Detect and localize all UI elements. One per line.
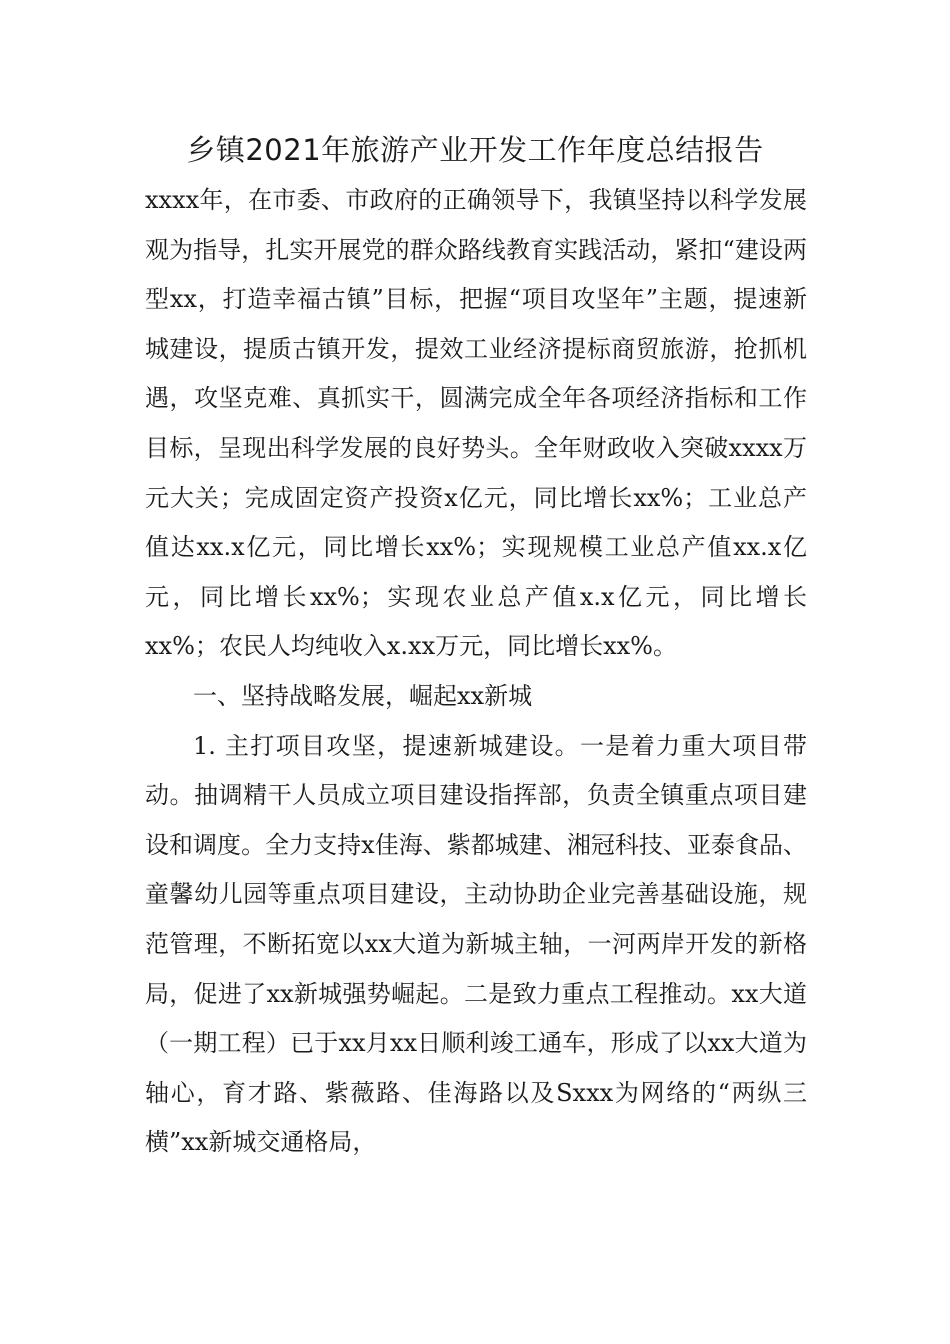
document-body bbox=[145, 176, 807, 1168]
intro-paragraph: xxxx年，在市委、市政府的正确领导下，我镇坚持以科学发展观为指导，扎实开展党的群众路线教育实践活动，紧扣“建设两型xx，打造幸福古镇”目标，把握“项目攻坚年”主题，提速新城建设，提质古镇开发，提效工业经济提标商贸旅游，抢抓机遇，攻坚克难、真抓实干，圆满完成全年各项经济指标和工作目标，呈现出科学发展的良好势头。全年财政收入突破xxxx万元大关；完成固定资产投资x亿元，同比增长xx%；工业总产值达xx.x亿元，同比增长xx%；实现规模工业总产值xx.x亿元，同比增长xx%；实现农业总产值x.x亿元，同比增长xx%；农民人均纯收入x.xx万元，同比增长xx%。 bbox=[145, 186, 807, 661]
section-paragraph: 1. 主打项目攻坚，提速新城建设。一是着力重大项目带动。抽调精干人员成立项目建设指挥部，负责全镇重点项目建设和调度。全力支持x佳海、紫都城建、湘冠科技、亚泰食品、童馨幼儿园等重点项目建设，主动协助企业完善基础设施，规范管理，不断拓宽以xx大道为新城主轴，一河两岸开发的新格局，促进了xx新城强势崛起。二是致力重点工程推动。xx大道（一期工程）已于xx月xx日顺利竣工通车，形成了以xx大道为轴心，育才路、紫薇路、佳海路以及Sxxx为网络的“两纵三横”xx新城交通格局， bbox=[145, 731, 807, 1157]
section-heading: 一、坚持战略发展，崛起xx新城 bbox=[193, 681, 533, 710]
document-title: 乡镇2021年旅游产业开发工作年度总结报告 bbox=[186, 133, 764, 167]
